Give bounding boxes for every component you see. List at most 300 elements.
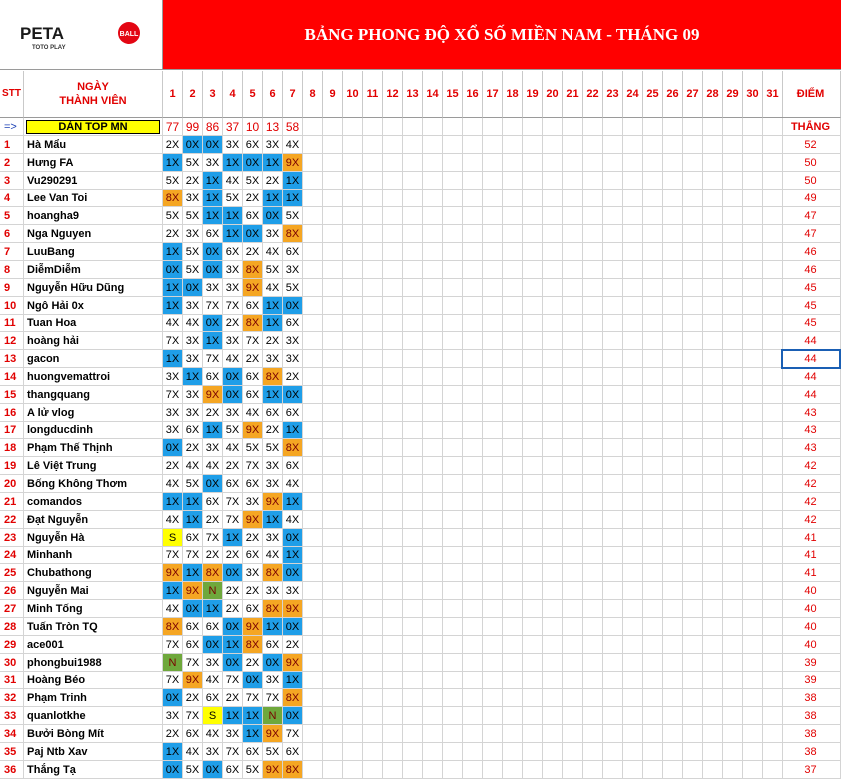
- score-cell-day-27[interactable]: [683, 225, 703, 243]
- score-cell-day-8[interactable]: [303, 350, 323, 368]
- score-cell-day-3[interactable]: [203, 672, 223, 689]
- score-cell-day-21[interactable]: [563, 368, 583, 386]
- score-cell-day-15[interactable]: [443, 672, 463, 689]
- score-cell-day-19[interactable]: [523, 225, 543, 243]
- score-cell-day-10[interactable]: [343, 689, 363, 707]
- score-cell-day-6[interactable]: [263, 761, 283, 779]
- score-cell-day-22[interactable]: [583, 297, 603, 315]
- score-cell-day-31[interactable]: [763, 350, 783, 368]
- score-cell-day-6[interactable]: [263, 672, 283, 689]
- score-cell-day-26[interactable]: [663, 386, 683, 404]
- score-cell-day-3[interactable]: [203, 261, 223, 279]
- score-cell-day-2[interactable]: [183, 564, 203, 582]
- score-cell-day-15[interactable]: [443, 493, 463, 511]
- score-cell-day-26[interactable]: [663, 136, 683, 154]
- score-cell-day-13[interactable]: [403, 243, 423, 261]
- score-cell-day-19[interactable]: [523, 529, 543, 547]
- score-cell-day-14[interactable]: [423, 475, 443, 493]
- score-cell-day-24[interactable]: [623, 439, 643, 457]
- score-cell-day-27[interactable]: [683, 618, 703, 636]
- score-cell-day-17[interactable]: [483, 190, 503, 207]
- score-cell-day-3[interactable]: [203, 243, 223, 261]
- score-cell-day-31[interactable]: [763, 529, 783, 547]
- score-cell-day-21[interactable]: [563, 493, 583, 511]
- score-cell-day-8[interactable]: [303, 707, 323, 725]
- score-cell-day-31[interactable]: [763, 136, 783, 154]
- score-cell-day-20[interactable]: [543, 636, 563, 654]
- score-cell-day-9[interactable]: [323, 190, 343, 207]
- score-cell-day-6[interactable]: [263, 743, 283, 761]
- header-day-30[interactable]: [743, 71, 763, 118]
- score-cell-day-5[interactable]: [243, 600, 263, 618]
- score-cell-day-23[interactable]: [603, 689, 623, 707]
- member-name[interactable]: [24, 368, 163, 386]
- score-cell-day-14[interactable]: [423, 743, 443, 761]
- score-cell-day-24[interactable]: [623, 225, 643, 243]
- member-points[interactable]: [781, 136, 841, 154]
- score-cell-day-13[interactable]: [403, 136, 423, 154]
- score-cell-day-15[interactable]: [443, 600, 463, 618]
- score-cell-day-15[interactable]: [443, 743, 463, 761]
- score-cell-day-17[interactable]: [483, 672, 503, 689]
- score-cell-day-14[interactable]: [423, 154, 443, 172]
- score-cell-day-9[interactable]: [323, 672, 343, 689]
- member-name[interactable]: [24, 279, 163, 297]
- score-cell-day-15[interactable]: [443, 404, 463, 422]
- score-cell-day-30[interactable]: [743, 225, 763, 243]
- score-cell-day-23[interactable]: [603, 672, 623, 689]
- score-cell-day-31[interactable]: [763, 761, 783, 779]
- score-cell-day-1[interactable]: [163, 261, 183, 279]
- score-cell-day-30[interactable]: [743, 315, 763, 332]
- score-cell-day-4[interactable]: [223, 654, 243, 672]
- score-cell-day-13[interactable]: [403, 439, 423, 457]
- score-cell-day-3[interactable]: [203, 529, 223, 547]
- score-cell-day-16[interactable]: [463, 279, 483, 297]
- member-name[interactable]: [24, 404, 163, 422]
- score-cell-day-5[interactable]: [243, 386, 263, 404]
- score-cell-day-5[interactable]: [243, 350, 263, 368]
- score-cell-day-24[interactable]: [623, 172, 643, 190]
- member-name[interactable]: [24, 654, 163, 672]
- score-cell-day-11[interactable]: [363, 707, 383, 725]
- header-day-29[interactable]: [723, 71, 743, 118]
- member-points[interactable]: [781, 332, 841, 350]
- score-cell-day-1[interactable]: [163, 404, 183, 422]
- score-cell-day-12[interactable]: [383, 511, 403, 529]
- score-cell-day-10[interactable]: [343, 368, 363, 386]
- score-cell-day-24[interactable]: [623, 707, 643, 725]
- score-cell-day-24[interactable]: [623, 368, 643, 386]
- score-cell-day-9[interactable]: [323, 279, 343, 297]
- score-cell-day-26[interactable]: [663, 404, 683, 422]
- score-cell-day-29[interactable]: [723, 475, 743, 493]
- score-cell-day-8[interactable]: [303, 332, 323, 350]
- score-cell-day-5[interactable]: [243, 207, 263, 225]
- score-cell-day-8[interactable]: [303, 136, 323, 154]
- top-result-day-17[interactable]: [483, 118, 503, 136]
- member-points[interactable]: [781, 725, 841, 743]
- score-cell-day-21[interactable]: [563, 564, 583, 582]
- score-cell-day-25[interactable]: [643, 618, 663, 636]
- score-cell-day-20[interactable]: [543, 261, 563, 279]
- score-cell-day-16[interactable]: [463, 172, 483, 190]
- score-cell-day-27[interactable]: [683, 136, 703, 154]
- score-cell-day-26[interactable]: [663, 225, 683, 243]
- score-cell-day-26[interactable]: [663, 332, 683, 350]
- member-name[interactable]: [24, 547, 163, 564]
- score-cell-day-31[interactable]: [763, 511, 783, 529]
- score-cell-day-28[interactable]: [703, 225, 723, 243]
- score-cell-day-9[interactable]: [323, 564, 343, 582]
- score-cell-day-13[interactable]: [403, 475, 423, 493]
- score-cell-day-14[interactable]: [423, 689, 443, 707]
- score-cell-day-11[interactable]: [363, 315, 383, 332]
- score-cell-day-23[interactable]: [603, 493, 623, 511]
- row-stt[interactable]: [0, 725, 24, 743]
- score-cell-day-14[interactable]: [423, 422, 443, 439]
- score-cell-day-24[interactable]: [623, 743, 643, 761]
- score-cell-day-8[interactable]: [303, 297, 323, 315]
- score-cell-day-20[interactable]: [543, 761, 563, 779]
- score-cell-day-25[interactable]: [643, 564, 663, 582]
- score-cell-day-10[interactable]: [343, 279, 363, 297]
- score-cell-day-5[interactable]: [243, 654, 263, 672]
- score-cell-day-31[interactable]: [763, 582, 783, 600]
- score-cell-day-29[interactable]: [723, 547, 743, 564]
- score-cell-day-9[interactable]: [323, 136, 343, 154]
- score-cell-day-6[interactable]: [263, 207, 283, 225]
- score-cell-day-10[interactable]: [343, 582, 363, 600]
- score-cell-day-2[interactable]: [183, 243, 203, 261]
- score-cell-day-18[interactable]: [503, 511, 523, 529]
- member-name[interactable]: [24, 172, 163, 190]
- member-points[interactable]: [781, 511, 841, 529]
- score-cell-day-2[interactable]: [183, 422, 203, 439]
- score-cell-day-12[interactable]: [383, 707, 403, 725]
- score-cell-day-1[interactable]: [163, 654, 183, 672]
- score-cell-day-10[interactable]: [343, 529, 363, 547]
- score-cell-day-17[interactable]: [483, 350, 503, 368]
- score-cell-day-7[interactable]: [283, 743, 303, 761]
- score-cell-day-8[interactable]: [303, 368, 323, 386]
- score-cell-day-15[interactable]: [443, 315, 463, 332]
- score-cell-day-31[interactable]: [763, 600, 783, 618]
- score-cell-day-31[interactable]: [763, 297, 783, 315]
- member-points[interactable]: [781, 761, 841, 779]
- score-cell-day-15[interactable]: [443, 243, 463, 261]
- score-cell-day-17[interactable]: [483, 457, 503, 475]
- score-cell-day-20[interactable]: [543, 136, 563, 154]
- score-cell-day-15[interactable]: [443, 618, 463, 636]
- score-cell-day-2[interactable]: [183, 672, 203, 689]
- score-cell-day-10[interactable]: [343, 439, 363, 457]
- score-cell-day-18[interactable]: [503, 707, 523, 725]
- score-cell-day-4[interactable]: [223, 136, 243, 154]
- member-points[interactable]: [781, 207, 841, 225]
- score-cell-day-18[interactable]: [503, 315, 523, 332]
- score-cell-day-9[interactable]: [323, 439, 343, 457]
- score-cell-day-19[interactable]: [523, 636, 543, 654]
- member-points[interactable]: [781, 600, 841, 618]
- score-cell-day-22[interactable]: [583, 332, 603, 350]
- header-day-24[interactable]: [623, 71, 643, 118]
- score-cell-day-24[interactable]: [623, 689, 643, 707]
- score-cell-day-16[interactable]: [463, 493, 483, 511]
- member-points[interactable]: [781, 172, 841, 190]
- score-cell-day-5[interactable]: [243, 511, 263, 529]
- score-cell-day-5[interactable]: [243, 279, 263, 297]
- score-cell-day-9[interactable]: [323, 422, 343, 439]
- top-result-day-1[interactable]: [163, 118, 183, 136]
- score-cell-day-24[interactable]: [623, 511, 643, 529]
- score-cell-day-17[interactable]: [483, 332, 503, 350]
- score-cell-day-29[interactable]: [723, 761, 743, 779]
- score-cell-day-15[interactable]: [443, 654, 463, 672]
- score-cell-day-30[interactable]: [743, 672, 763, 689]
- score-cell-day-7[interactable]: [283, 315, 303, 332]
- score-cell-day-19[interactable]: [523, 761, 543, 779]
- score-cell-day-15[interactable]: [443, 207, 463, 225]
- score-cell-day-24[interactable]: [623, 636, 643, 654]
- score-cell-day-4[interactable]: [223, 243, 243, 261]
- score-cell-day-17[interactable]: [483, 636, 503, 654]
- score-cell-day-31[interactable]: [763, 368, 783, 386]
- score-cell-day-15[interactable]: [443, 136, 463, 154]
- score-cell-day-14[interactable]: [423, 707, 443, 725]
- score-cell-day-18[interactable]: [503, 636, 523, 654]
- header-day-5[interactable]: [243, 71, 263, 118]
- score-cell-day-29[interactable]: [723, 743, 743, 761]
- score-cell-day-29[interactable]: [723, 618, 743, 636]
- score-cell-day-7[interactable]: [283, 636, 303, 654]
- score-cell-day-22[interactable]: [583, 547, 603, 564]
- score-cell-day-27[interactable]: [683, 475, 703, 493]
- score-cell-day-7[interactable]: [283, 332, 303, 350]
- score-cell-day-21[interactable]: [563, 725, 583, 743]
- score-cell-day-18[interactable]: [503, 743, 523, 761]
- score-cell-day-7[interactable]: [283, 511, 303, 529]
- score-cell-day-11[interactable]: [363, 582, 383, 600]
- score-cell-day-24[interactable]: [623, 243, 643, 261]
- score-cell-day-19[interactable]: [523, 279, 543, 297]
- score-cell-day-4[interactable]: [223, 618, 243, 636]
- score-cell-day-30[interactable]: [743, 600, 763, 618]
- score-cell-day-4[interactable]: [223, 315, 243, 332]
- header-day-31[interactable]: [763, 71, 783, 118]
- score-cell-day-22[interactable]: [583, 636, 603, 654]
- score-cell-day-27[interactable]: [683, 404, 703, 422]
- score-cell-day-16[interactable]: [463, 743, 483, 761]
- score-cell-day-26[interactable]: [663, 618, 683, 636]
- score-cell-day-29[interactable]: [723, 654, 743, 672]
- score-cell-day-19[interactable]: [523, 332, 543, 350]
- score-cell-day-12[interactable]: [383, 172, 403, 190]
- score-cell-day-12[interactable]: [383, 207, 403, 225]
- header-day-23[interactable]: [603, 71, 623, 118]
- score-cell-day-7[interactable]: [283, 207, 303, 225]
- score-cell-day-28[interactable]: [703, 422, 723, 439]
- score-cell-day-21[interactable]: [563, 172, 583, 190]
- score-cell-day-17[interactable]: [483, 439, 503, 457]
- score-cell-day-5[interactable]: [243, 190, 263, 207]
- score-cell-day-10[interactable]: [343, 743, 363, 761]
- score-cell-day-4[interactable]: [223, 547, 243, 564]
- top-result-day-2[interactable]: [183, 118, 203, 136]
- score-cell-day-25[interactable]: [643, 297, 663, 315]
- score-cell-day-11[interactable]: [363, 207, 383, 225]
- score-cell-day-14[interactable]: [423, 243, 443, 261]
- top-result-day-11[interactable]: [363, 118, 383, 136]
- score-cell-day-28[interactable]: [703, 297, 723, 315]
- score-cell-day-2[interactable]: [183, 529, 203, 547]
- score-cell-day-6[interactable]: [263, 582, 283, 600]
- score-cell-day-25[interactable]: [643, 386, 663, 404]
- score-cell-day-9[interactable]: [323, 332, 343, 350]
- score-cell-day-19[interactable]: [523, 404, 543, 422]
- score-cell-day-20[interactable]: [543, 582, 563, 600]
- score-cell-day-13[interactable]: [403, 261, 423, 279]
- logo-cell[interactable]: [0, 0, 163, 70]
- score-cell-day-13[interactable]: [403, 350, 423, 368]
- score-cell-day-15[interactable]: [443, 172, 463, 190]
- score-cell-day-4[interactable]: [223, 154, 243, 172]
- score-cell-day-5[interactable]: [243, 225, 263, 243]
- score-cell-day-19[interactable]: [523, 386, 543, 404]
- score-cell-day-26[interactable]: [663, 511, 683, 529]
- score-cell-day-16[interactable]: [463, 243, 483, 261]
- score-cell-day-19[interactable]: [523, 600, 543, 618]
- score-cell-day-26[interactable]: [663, 636, 683, 654]
- score-cell-day-25[interactable]: [643, 582, 663, 600]
- score-cell-day-14[interactable]: [423, 368, 443, 386]
- score-cell-day-27[interactable]: [683, 582, 703, 600]
- score-cell-day-24[interactable]: [623, 404, 643, 422]
- header-day-9[interactable]: [323, 71, 343, 118]
- score-cell-day-28[interactable]: [703, 439, 723, 457]
- score-cell-day-25[interactable]: [643, 190, 663, 207]
- score-cell-day-13[interactable]: [403, 207, 423, 225]
- score-cell-day-18[interactable]: [503, 654, 523, 672]
- score-cell-day-25[interactable]: [643, 261, 663, 279]
- score-cell-day-14[interactable]: [423, 761, 443, 779]
- top-result-day-6[interactable]: [263, 118, 283, 136]
- score-cell-day-9[interactable]: [323, 654, 343, 672]
- score-cell-day-17[interactable]: [483, 761, 503, 779]
- score-cell-day-15[interactable]: [443, 297, 463, 315]
- score-cell-day-31[interactable]: [763, 654, 783, 672]
- score-cell-day-10[interactable]: [343, 261, 363, 279]
- score-cell-day-27[interactable]: [683, 654, 703, 672]
- score-cell-day-22[interactable]: [583, 315, 603, 332]
- score-cell-day-15[interactable]: [443, 279, 463, 297]
- score-cell-day-22[interactable]: [583, 761, 603, 779]
- score-cell-day-25[interactable]: [643, 315, 663, 332]
- member-name[interactable]: [24, 297, 163, 315]
- score-cell-day-30[interactable]: [743, 475, 763, 493]
- score-cell-day-6[interactable]: [263, 475, 283, 493]
- score-cell-day-26[interactable]: [663, 422, 683, 439]
- score-cell-day-25[interactable]: [643, 422, 663, 439]
- score-cell-day-6[interactable]: [263, 315, 283, 332]
- score-cell-day-5[interactable]: [243, 707, 263, 725]
- score-cell-day-1[interactable]: [163, 332, 183, 350]
- score-cell-day-15[interactable]: [443, 707, 463, 725]
- score-cell-day-16[interactable]: [463, 261, 483, 279]
- score-cell-day-4[interactable]: [223, 725, 243, 743]
- score-cell-day-3[interactable]: [203, 761, 223, 779]
- score-cell-day-21[interactable]: [563, 689, 583, 707]
- score-cell-day-13[interactable]: [403, 190, 423, 207]
- score-cell-day-27[interactable]: [683, 172, 703, 190]
- score-cell-day-12[interactable]: [383, 457, 403, 475]
- score-cell-day-17[interactable]: [483, 261, 503, 279]
- score-cell-day-27[interactable]: [683, 743, 703, 761]
- score-cell-day-22[interactable]: [583, 689, 603, 707]
- score-cell-day-30[interactable]: [743, 493, 763, 511]
- score-cell-day-5[interactable]: [243, 315, 263, 332]
- score-cell-day-11[interactable]: [363, 368, 383, 386]
- score-cell-day-30[interactable]: [743, 547, 763, 564]
- score-cell-day-25[interactable]: [643, 332, 663, 350]
- score-cell-day-22[interactable]: [583, 422, 603, 439]
- score-cell-day-19[interactable]: [523, 207, 543, 225]
- score-cell-day-20[interactable]: [543, 707, 563, 725]
- score-cell-day-19[interactable]: [523, 725, 543, 743]
- score-cell-day-1[interactable]: [163, 743, 183, 761]
- score-cell-day-8[interactable]: [303, 743, 323, 761]
- score-cell-day-8[interactable]: [303, 582, 323, 600]
- score-cell-day-9[interactable]: [323, 761, 343, 779]
- score-cell-day-7[interactable]: [283, 618, 303, 636]
- score-cell-day-27[interactable]: [683, 707, 703, 725]
- score-cell-day-31[interactable]: [763, 332, 783, 350]
- row-stt[interactable]: [0, 493, 24, 511]
- row-stt[interactable]: [0, 172, 24, 190]
- score-cell-day-16[interactable]: [463, 529, 483, 547]
- score-cell-day-26[interactable]: [663, 547, 683, 564]
- score-cell-day-29[interactable]: [723, 672, 743, 689]
- member-points[interactable]: [781, 689, 841, 707]
- member-name[interactable]: [24, 350, 163, 368]
- score-cell-day-25[interactable]: [643, 672, 663, 689]
- score-cell-day-22[interactable]: [583, 350, 603, 368]
- score-cell-day-13[interactable]: [403, 315, 423, 332]
- score-cell-day-19[interactable]: [523, 475, 543, 493]
- score-cell-day-26[interactable]: [663, 582, 683, 600]
- score-cell-day-10[interactable]: [343, 136, 363, 154]
- score-cell-day-17[interactable]: [483, 743, 503, 761]
- top-result-day-12[interactable]: [383, 118, 403, 136]
- row-stt[interactable]: [0, 618, 24, 636]
- member-points[interactable]: [781, 529, 841, 547]
- top-result-day-27[interactable]: [683, 118, 703, 136]
- score-cell-day-19[interactable]: [523, 493, 543, 511]
- row-stt[interactable]: [0, 207, 24, 225]
- score-cell-day-23[interactable]: [603, 582, 623, 600]
- score-cell-day-16[interactable]: [463, 136, 483, 154]
- score-cell-day-30[interactable]: [743, 689, 763, 707]
- score-cell-day-10[interactable]: [343, 350, 363, 368]
- score-cell-day-17[interactable]: [483, 618, 503, 636]
- score-cell-day-22[interactable]: [583, 725, 603, 743]
- score-cell-day-2[interactable]: [183, 618, 203, 636]
- score-cell-day-9[interactable]: [323, 689, 343, 707]
- score-cell-day-10[interactable]: [343, 172, 363, 190]
- score-cell-day-17[interactable]: [483, 154, 503, 172]
- score-cell-day-2[interactable]: [183, 475, 203, 493]
- score-cell-day-28[interactable]: [703, 332, 723, 350]
